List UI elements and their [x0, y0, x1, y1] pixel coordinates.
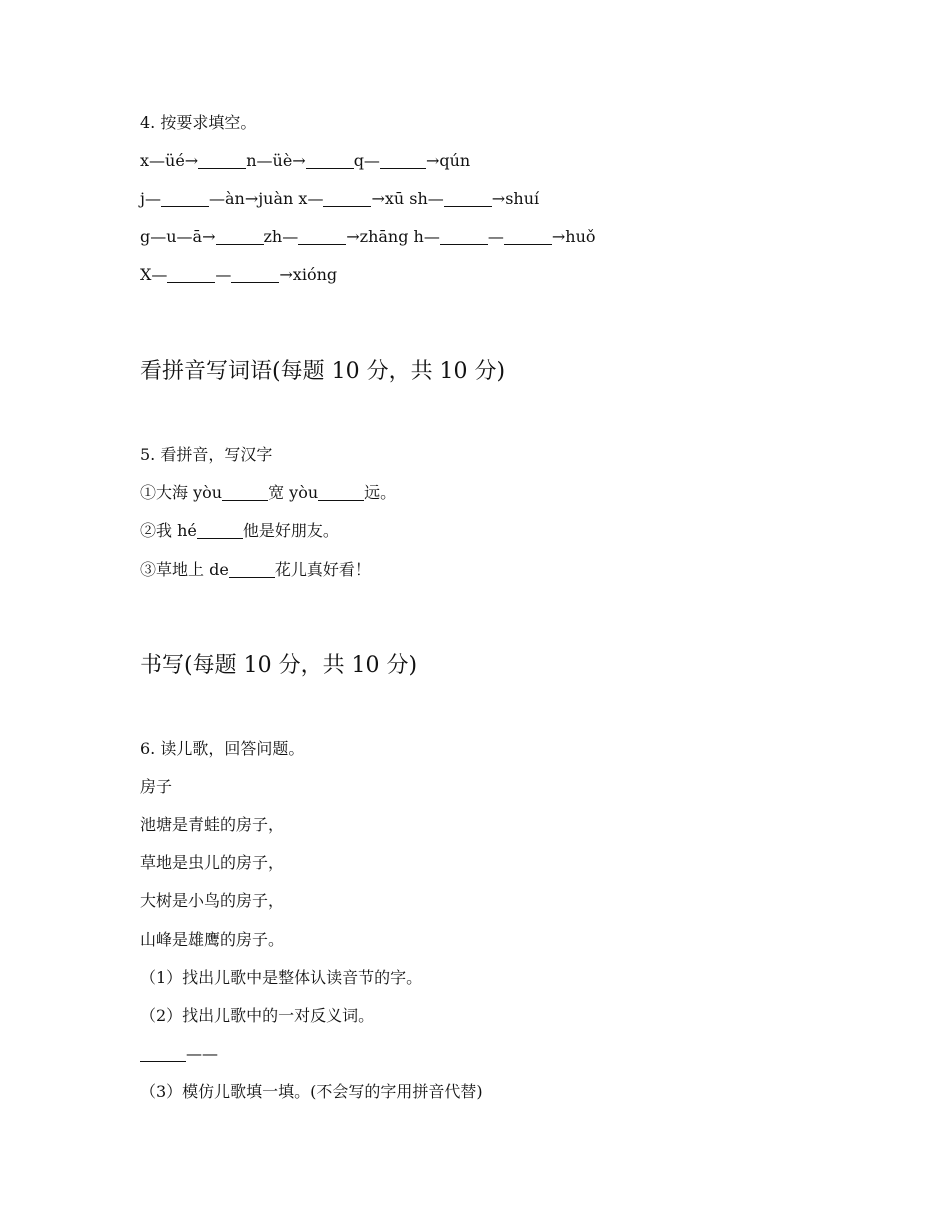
q6-subquestion-1: （1）找出儿歌中是整体认读音节的字。: [140, 968, 423, 987]
answer-blank[interactable]: [198, 152, 246, 169]
q5-item-3: [140, 559, 371, 581]
answer-blank[interactable]: [216, 228, 264, 245]
poem-title: 房子: [140, 777, 173, 796]
answer-blank[interactable]: [231, 266, 279, 283]
answer-blank[interactable]: [440, 228, 488, 245]
answer-blank[interactable]: [229, 561, 275, 578]
q4-row3-text-b: zh—: [263, 227, 299, 246]
q4-row2-text-b: —àn→juàn x—: [208, 189, 324, 208]
q4-row3-text-a: g—u—ā→: [140, 227, 216, 246]
q4-row1-text-c: q—: [353, 151, 380, 170]
answer-blank[interactable]: [380, 152, 426, 169]
answer-blank[interactable]: [444, 190, 492, 207]
q4-row-3: [140, 226, 596, 248]
poem-line: 草地是虫儿的房子，: [140, 853, 285, 872]
answer-blank[interactable]: [167, 266, 215, 283]
answer-blank[interactable]: [161, 190, 209, 207]
q4-row1-text-a: x—üé→: [140, 151, 199, 170]
q4-row2-text-d: →shuí: [491, 189, 540, 208]
q4-row-1: [140, 150, 470, 172]
q4-row3-text-d: —: [487, 227, 504, 246]
q5-item2-text-a: ②我 hé: [140, 521, 197, 540]
section-heading-writing: 书写(每题 10 分，共 10 分): [140, 653, 418, 678]
section-heading-pinyin: 看拼音写词语(每题 10 分，共 10 分): [140, 359, 506, 384]
q4-row-4: [140, 264, 337, 286]
answer-blank[interactable]: [140, 1045, 186, 1062]
q6-subquestion-2: （2）找出儿歌中的一对反义词。: [140, 1006, 375, 1025]
answer-blank[interactable]: [318, 484, 364, 501]
q5-item1-text-b: 宽 yòu: [268, 483, 319, 502]
q4-row-2: [140, 188, 539, 210]
q4-row2-text-a: j—: [140, 189, 161, 208]
q5-item-1: [140, 482, 396, 504]
q4-row4-text-b: —: [215, 265, 232, 284]
q5-item3-text-a: ③草地上 de: [140, 560, 229, 579]
q4-row2-text-c: →xū sh—: [371, 189, 444, 208]
q5-item-2: [140, 520, 339, 542]
question-4-title: 4. 按要求填空。: [140, 113, 257, 132]
q6-subquestion-3: （3）模仿儿歌填一填。(不会写的字用拼音代替): [140, 1082, 483, 1101]
q4-row4-text-c: →xióng: [279, 265, 338, 284]
answer-separator: ——: [186, 1044, 218, 1063]
answer-blank[interactable]: [504, 228, 552, 245]
poem-line: 大树是小鸟的房子，: [140, 891, 285, 910]
q5-item3-text-b: 花儿真好看！: [274, 560, 371, 579]
q4-row1-text-b: n—üè→: [246, 151, 306, 170]
q4-row1-text-d: →qún: [425, 151, 471, 170]
q5-item1-text-c: 远。: [364, 483, 397, 502]
answer-blank[interactable]: [306, 152, 354, 169]
q5-item1-text-a: ①大海 yòu: [140, 483, 223, 502]
q5-item2-text-b: 他是好朋友。: [242, 521, 339, 540]
answer-blank[interactable]: [298, 228, 346, 245]
question-6-title: 6. 读儿歌，回答问题。: [140, 739, 305, 758]
q4-row3-text-e: →huǒ: [551, 227, 596, 246]
answer-blank[interactable]: [323, 190, 371, 207]
poem-line: 山峰是雄鹰的房子。: [140, 930, 285, 949]
q4-row4-text-a: X—: [140, 265, 168, 284]
answer-blank[interactable]: [197, 522, 243, 539]
poem-line: 池塘是青蛙的房子，: [140, 815, 285, 834]
q4-row3-text-c: →zhāng h—: [346, 227, 440, 246]
question-5-title: 5. 看拼音，写汉字: [140, 445, 273, 464]
answer-blank[interactable]: [222, 484, 268, 501]
q6-answer-line: [140, 1043, 218, 1065]
